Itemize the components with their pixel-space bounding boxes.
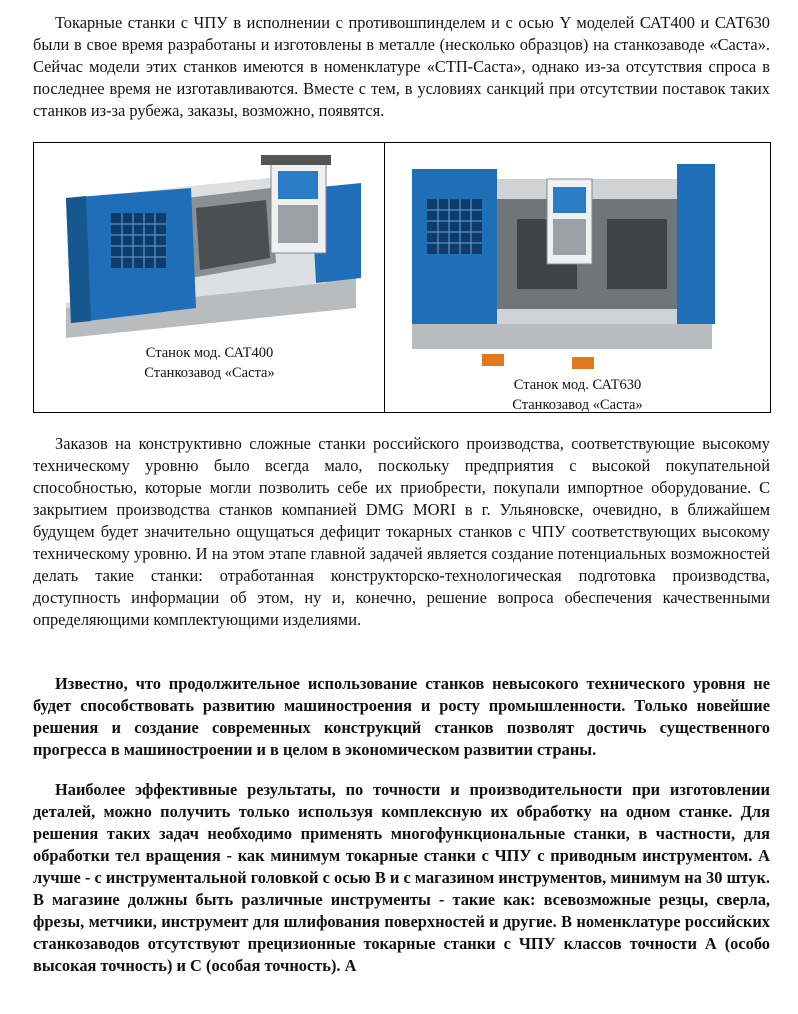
- progress-paragraph: Известно, что продолжительное использование станков невысокого технического уровня не будет способствовать развитию машиностроения и росту промышленности. Только новейшие решения и создание современных конструкций станков позволят достичь существенного прогресса в машиностроении и в целом в экономическом развитии страны.: [33, 674, 770, 759]
- figure-table: [33, 142, 771, 413]
- cat630-caption-plant: Станкозавод «Саста»: [512, 397, 643, 413]
- cat400-caption-model: Станок мод. САТ400: [145, 345, 274, 361]
- intro-paragraph: Токарные станки с ЧПУ в исполнении с противошпинделем и с осью Y моделей САТ400 и САТ630 были в свое время разработаны и изготовлены в металле (несколько образцов) на станкозаводе «Саста». Сейчас модели этих станков имеются в номенклатуре «СТП-Саста», однако из-за отсутствия спроса в последнее время не изготавливаются. Вместе с тем, в условиях санкций при отсутствии поставок таких станков из-за рубежа, заказы, возможно, появятся.: [33, 13, 770, 120]
- cat400-caption: [34, 343, 385, 383]
- cat630-caption-model: Станок мод. САТ630: [513, 377, 642, 393]
- cat400-caption-plant: Станкозавод «Саста»: [144, 365, 275, 381]
- cat400-machine-photo: [56, 153, 366, 338]
- cat630-machine-photo: [407, 149, 717, 374]
- orders-paragraph: Заказов на конструктивно сложные станки российского производства, соответствующие высокому техническому уровню было всегда мало, поскольку предприятия с высокой покупательной способностью, которые могли позволить себе их приобрести, покупали импортное оборудование. С закрытием производства станков компанией DMG MORI в г. Ульяновске, очевидно, в ближайшем будущем будет значительно ощущаться дефицит токарных станков с ЧПУ соответствующих высокому техническому уровню. И на этом этапе главной задачей является создание потенциальных возможностей делать такие станки: отработанная конструкторско-технологическая подготовка производства, доступность информации об этом, ну и, конечно, решение вопроса обеспечения качественными определяющими комплектующими изделиями.: [33, 434, 770, 629]
- multifunction-paragraph: Наиболее эффективные результаты, по точности и производительности при изготовлении деталей, можно получить только используя комплексную их обработку на одном станке. Для решения таких задач необходимо применять многофункциональные станки, в частности, для обработки тел вращения - как минимум токарные станки с ЧПУ с приводным инструментом. А лучше - с инструментальной головкой с осью В и с магазином инструментов, минимум на 30 штук. В магазине должны быть различные инструменты - такие как: всевозможные резцы, сверла, фрезы, метчики, инструмент для шлифования поверхностей и другие. В номенклатуре российских станкозаводов отсутствуют прецизионные токарные станки с ЧПУ классов точности А (особо высокая точность) и С (особая точность). А: [33, 780, 770, 975]
- cat630-caption: [385, 375, 770, 415]
- figure-cell-cat400: [34, 143, 385, 412]
- figure-cell-cat630: [385, 143, 770, 412]
